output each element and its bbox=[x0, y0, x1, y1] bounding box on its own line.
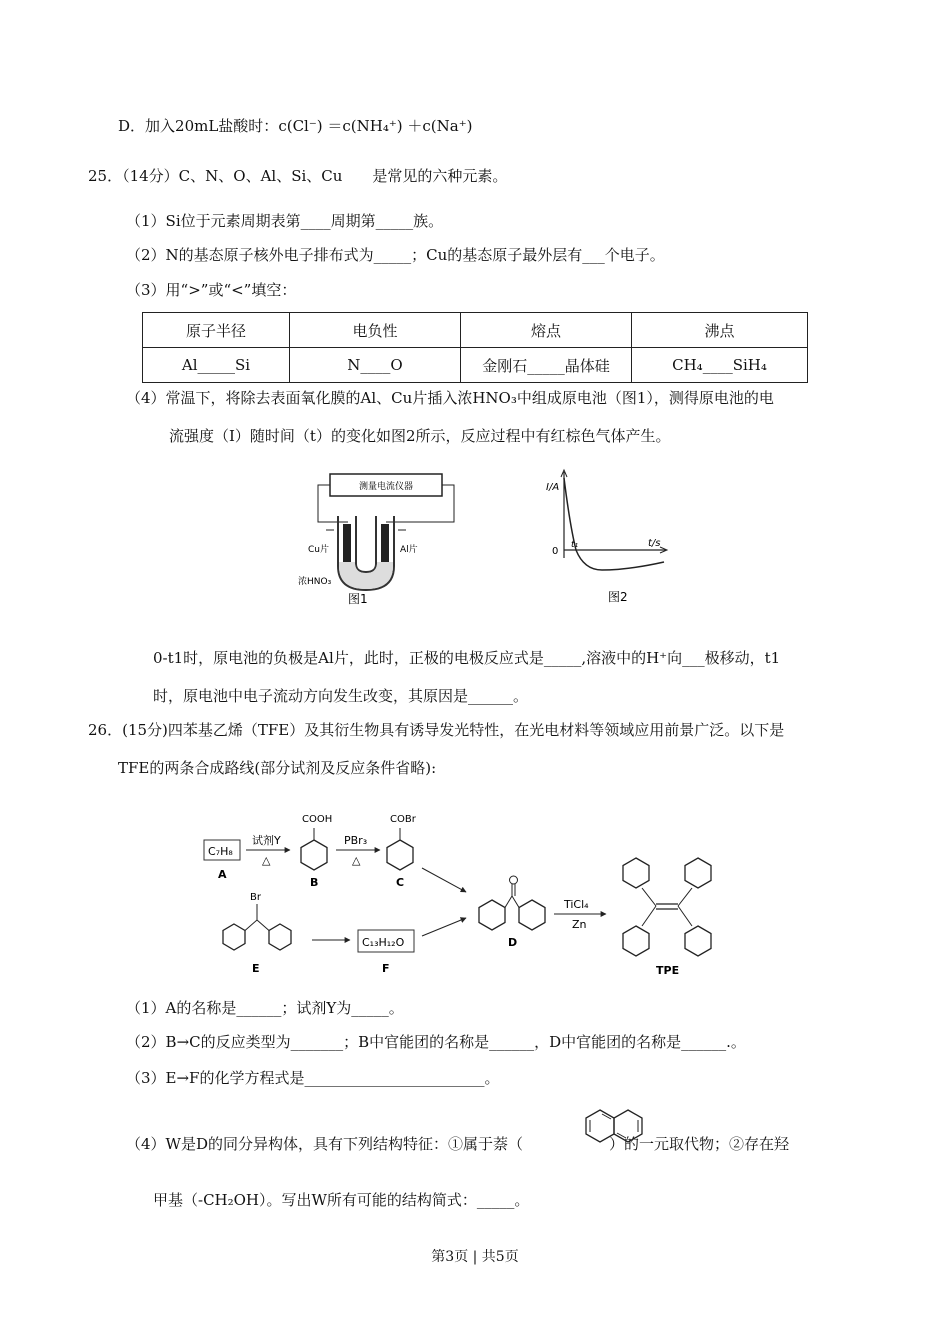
compound-e-label: E bbox=[252, 962, 260, 975]
ring-b bbox=[301, 840, 327, 870]
ring-d-right bbox=[519, 900, 545, 930]
zn-label: Zn bbox=[572, 918, 587, 931]
compound-b-label: B bbox=[310, 876, 319, 889]
table-header: 熔点 bbox=[461, 313, 632, 348]
cu-electrode bbox=[343, 524, 351, 562]
compound-f-label: F bbox=[382, 962, 390, 975]
ring-d-left bbox=[479, 900, 505, 930]
arrow-c-d bbox=[422, 868, 466, 892]
compound-c-group: COBr bbox=[390, 814, 416, 825]
compound-a-formula: C₇H₈ bbox=[208, 845, 233, 858]
compound-c-label: C bbox=[396, 876, 405, 889]
page-footer: 第3页 | 共5页 bbox=[431, 1249, 519, 1265]
tpe-bond-3 bbox=[678, 888, 692, 906]
al-label: Al片 bbox=[400, 545, 418, 555]
compound-e-group: Br bbox=[250, 892, 261, 903]
u-tube-inner bbox=[356, 516, 376, 572]
q25-part4-line4: 时，原电池中电子流动方向发生改变，其原因是______。 bbox=[153, 687, 529, 705]
table-cell: 金刚石_____晶体硅 bbox=[461, 348, 632, 383]
tpe-bond-4 bbox=[678, 906, 692, 926]
q25-part1: （1）Si位于元素周期表第____周期第_____族。 bbox=[126, 212, 444, 230]
q26-header: 26．(15分)四苯基乙烯（TFE）及其衍生物具有诱导发光特性，在光电材料等领域应用前景广泛。以下是 bbox=[88, 721, 785, 739]
cu-label: Cu片 bbox=[308, 545, 329, 555]
origin-label: 0 bbox=[552, 546, 559, 557]
naphthalene-icon bbox=[578, 1102, 654, 1152]
ticl4-label: TiCl₄ bbox=[564, 898, 589, 911]
figure-2-curve bbox=[540, 466, 680, 608]
q25-part3: （3）用“>”或“<”填空： bbox=[126, 281, 297, 299]
q25-part4-line2: 流强度（I）随时间（t）的变化如图2所示，反应过程中有红棕色气体产生。 bbox=[169, 427, 671, 445]
ring-c bbox=[387, 840, 413, 870]
compound-a-label: A bbox=[218, 868, 227, 881]
compound-d-label: D bbox=[508, 936, 518, 949]
bond-d-left bbox=[505, 896, 512, 908]
tpe-label: TPE bbox=[656, 964, 680, 977]
reagent-y-label: 试剂Y bbox=[252, 834, 281, 847]
tpe-bond-2 bbox=[642, 906, 656, 926]
figure-1-caption: 图1 bbox=[348, 592, 368, 606]
figure-1-cell bbox=[296, 466, 476, 608]
table-header: 原子半径 bbox=[143, 313, 290, 348]
q25-part4-line1: （4）常温下，将除去表面氧化膜的Al、Cu片插入浓HNO₃中组成原电池（图1），测得原电池的电 bbox=[126, 389, 774, 407]
tpe-ring-4 bbox=[685, 926, 711, 956]
q25-part4-line3: 0-t1时，原电池的负极是Al片，此时，正极的电极反应式是_____,溶液中的H⁺向___极移动，t1 bbox=[153, 649, 781, 667]
meter-label: 测量电流仪器 bbox=[358, 482, 414, 492]
q25-header: 25．（14分）C、N、O、Al、Si、Cu 是常见的六种元素。 bbox=[88, 167, 508, 185]
comparison-table bbox=[142, 312, 808, 383]
naphthalene-inner-bond-4 bbox=[617, 1133, 626, 1138]
table-cell: N____O bbox=[290, 348, 461, 383]
table-cell: CH₄____SiH₄ bbox=[632, 348, 808, 383]
heat-label-1: △ bbox=[262, 854, 271, 867]
table-row bbox=[143, 348, 808, 383]
t1-label: t₁ bbox=[571, 540, 579, 550]
tpe-bond-1 bbox=[642, 888, 656, 906]
table-header: 电负性 bbox=[290, 313, 461, 348]
compound-b-group: COOH bbox=[302, 814, 333, 825]
tpe-ring-2 bbox=[623, 926, 649, 956]
tpe-ring-3 bbox=[685, 858, 711, 888]
q25-part2: （2）N的基态原子核外电子排布式为_____；Cu的基态原子最外层有___个电子。 bbox=[126, 246, 665, 264]
q26-part1: （1）A的名称是______；试剂Y为_____。 bbox=[126, 999, 404, 1017]
naphthalene-inner-bond-2 bbox=[602, 1114, 611, 1119]
ring-e-right bbox=[269, 924, 291, 950]
current-curve bbox=[564, 478, 664, 570]
acid-label: 浓HNO₃ bbox=[298, 577, 332, 587]
synthesis-scheme bbox=[186, 796, 746, 984]
bond-e-right bbox=[257, 920, 269, 931]
bond-d-right bbox=[512, 896, 519, 908]
compound-f-formula: C₁₃H₁₂O bbox=[362, 936, 405, 949]
heat-label-2: △ bbox=[352, 854, 361, 867]
wire-left bbox=[318, 485, 348, 522]
x-axis-label: t/s bbox=[648, 538, 661, 549]
q26-part4-line2: 甲基（-CH₂OH）。写出W所有可能的结构简式：_____。 bbox=[153, 1191, 530, 1209]
q24-option-d: D．加入20mL盐酸时：c(Cl⁻) ＝c(NH₄⁺) ＋c(Na⁺) bbox=[118, 117, 473, 135]
q26-part2: （2）B→C的反应类型为_______；B中官能团的名称是______，D中官能团的名称是______.。 bbox=[126, 1033, 746, 1051]
q26-part3: （3）E→F的化学方程式是________________________。 bbox=[126, 1069, 500, 1087]
q26-header-2: TFE的两条合成路线(部分试剂及反应条件省略): bbox=[118, 759, 437, 777]
bond-e-left bbox=[245, 920, 257, 931]
ring-e-left bbox=[223, 924, 245, 950]
arrow-f-d bbox=[422, 918, 466, 936]
table-header-row bbox=[143, 313, 808, 348]
y-axis-label: I/A bbox=[546, 482, 560, 493]
figure-2-caption: 图2 bbox=[608, 590, 628, 604]
al-electrode bbox=[381, 524, 389, 562]
carbonyl-oxygen bbox=[510, 876, 518, 884]
table-header: 沸点 bbox=[632, 313, 808, 348]
pbr3-label: PBr₃ bbox=[344, 834, 368, 847]
q26-part4-line1: （4）W是D的同分异构体，具有下列结构特征：①属于萘（ ）的一元取代物；②存在羟 bbox=[126, 1135, 790, 1153]
tpe-ring-1 bbox=[623, 858, 649, 888]
table-cell: Al_____Si bbox=[143, 348, 290, 383]
